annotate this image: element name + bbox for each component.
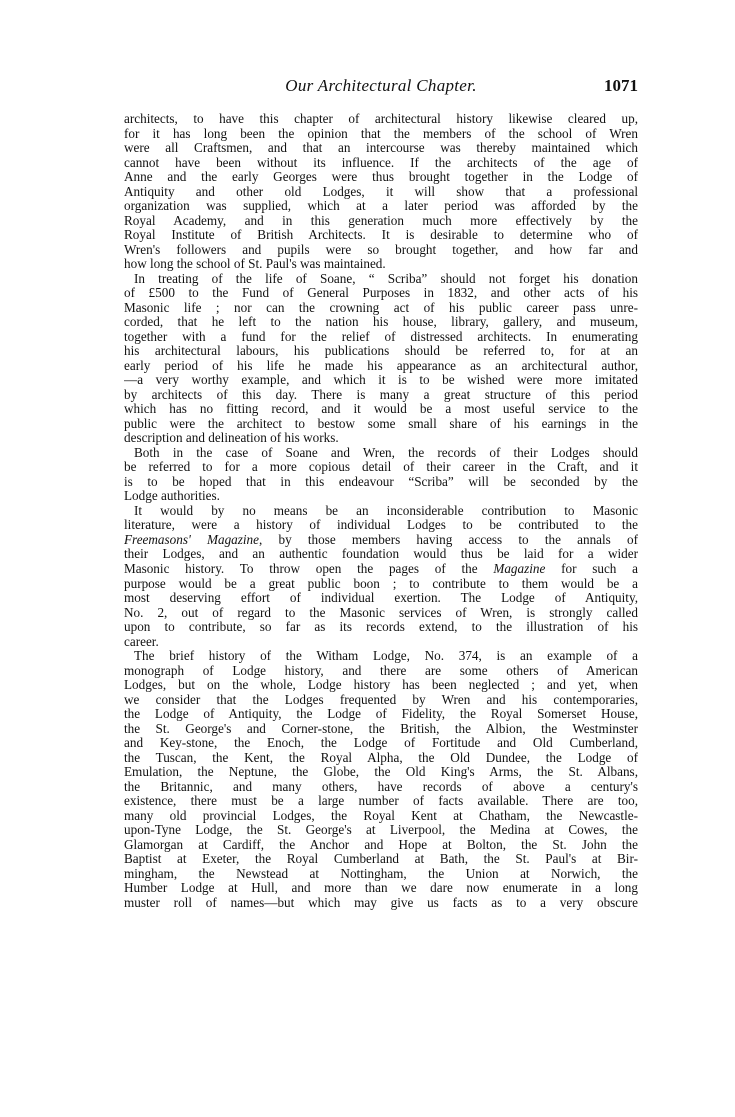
italic-title: Magazine bbox=[493, 561, 546, 576]
text-line: the St. George's and Corner-stone, the British, the Albion, the Westminster bbox=[124, 721, 638, 736]
text-line: for it has long been the opinion that the members of the school of Wren bbox=[124, 126, 638, 141]
text-line: together with a fund for the relief of distressed architects. In enumerating bbox=[124, 329, 638, 344]
text-line: organization was supplied, which at a later period was afforded by the bbox=[124, 199, 638, 214]
text-line: monograph of Lodge history, and there are some others of American bbox=[124, 663, 638, 678]
text-line: upon to contribute, so far as its records extend, to the illustration of his bbox=[124, 620, 638, 635]
text-line: many old provincial Lodges, the Royal Kent at Chatham, the Newcastle- bbox=[124, 808, 638, 823]
text-line: early period of his life he made his appearance as an architectural author, bbox=[124, 358, 638, 373]
text-line: Anne and the early Georges were thus brought together in the Lodge of bbox=[124, 170, 638, 185]
text-line: Lodge authorities. bbox=[124, 489, 220, 504]
text-line: Masonic history. To throw open the pages of the Magazine for such a bbox=[124, 561, 638, 576]
text-line: by architects of this day. There is many a great structure of this period bbox=[124, 387, 638, 402]
text-line: most deserving effort of individual exertion. The Lodge of Antiquity, bbox=[124, 591, 638, 606]
text-line: Masonic life ; nor can the crowning act of his public career pass unre- bbox=[124, 300, 638, 315]
running-title: Our Architectural Chapter. bbox=[285, 76, 477, 95]
text-line: Freemasons' Magazine, by those members having access to the annals of bbox=[124, 532, 638, 547]
text-line: Antiquity and other old Lodges, it will show that a professional bbox=[124, 184, 638, 199]
text-line: Glamorgan at Cardiff, the Anchor and Hope at Bolton, the St. John the bbox=[124, 837, 638, 852]
text-line: muster roll of names—but which may give us facts as to a very obscure bbox=[124, 895, 638, 910]
text-line: No. 2, out of regard to the Masonic services of Wren, is strongly called bbox=[124, 605, 638, 620]
text-line: and Key-stone, the Enoch, the Lodge of Fortitude and Old Cumberland, bbox=[124, 736, 638, 751]
text-line: literature, were a history of individual Lodges to be contributed to the bbox=[124, 518, 638, 533]
body-text bbox=[124, 112, 638, 910]
text-line: In treating of the life of Soane, “ Scriba” should not forget his donation bbox=[134, 271, 638, 286]
text-line: Both in the case of Soane and Wren, the records of their Lodges should bbox=[134, 445, 638, 460]
text-line: —a very worthy example, and which it is to be wished were more imitated bbox=[124, 373, 638, 388]
text-line: Emulation, the Neptune, the Globe, the Old King's Arms, the St. Albans, bbox=[124, 765, 638, 780]
text-line: be referred to for a more copious detail of their career in the Craft, and it bbox=[124, 460, 638, 475]
text-line: the Tuscan, the Kent, the Royal Alpha, the Old Dundee, the Lodge of bbox=[124, 750, 638, 765]
text-line: which has no fitting record, and it would be a most useful service to the bbox=[124, 402, 638, 417]
text-line: Royal Academy, and in this generation much more effectively by the bbox=[124, 213, 638, 228]
text-line: Baptist at Exeter, the Royal Cumberland at Bath, the St. Paul's at Bir- bbox=[124, 852, 638, 867]
text-line: Royal Institute of British Architects. It is desirable to determine who of bbox=[124, 228, 638, 243]
text-line: is to be hoped that in this endeavour “Scriba” will be seconded by the bbox=[124, 474, 638, 489]
text-line: Lodges, but on the whole, Lodge history has been neglected ; and yet, when bbox=[124, 678, 638, 693]
text-line: mingham, the Newstead at Nottingham, the Union at Norwich, the bbox=[124, 866, 638, 881]
text-line: description and delineation of his works. bbox=[124, 431, 339, 446]
text-line: we consider that the Lodges frequented by Wren and his contemporaries, bbox=[124, 692, 638, 707]
text-line: purpose would be a great public boon ; to contribute to them would be a bbox=[124, 576, 638, 591]
text-line: cannot have been without its influence. If the architects of the age of bbox=[124, 155, 638, 170]
text-line: his architectural labours, his publications should be referred to, for at an bbox=[124, 344, 638, 359]
text-line: were all Craftsmen, and that an intercourse was thereby maintained which bbox=[124, 141, 638, 156]
text-line: the Lodge of Antiquity, the Lodge of Fidelity, the Royal Somerset House, bbox=[124, 707, 638, 722]
text-line: of £500 to the Fund of General Purposes in 1832, and other acts of his bbox=[124, 286, 638, 301]
text-line: upon-Tyne Lodge, the St. George's at Liverpool, the Medina at Cowes, the bbox=[124, 823, 638, 838]
italic-title: Freemasons' Magazine bbox=[124, 532, 259, 547]
running-head bbox=[124, 76, 638, 104]
page-number: 1071 bbox=[604, 76, 638, 95]
text-line: architects, to have this chapter of architectural history likewise cleared up, bbox=[124, 112, 638, 126]
text-line: public were the architect to bestow some small share of his earnings in the bbox=[124, 416, 638, 431]
text-line: Humber Lodge at Hull, and more than we dare now enumerate in a long bbox=[124, 881, 638, 896]
text-line: how long the school of St. Paul's was maintained. bbox=[124, 257, 386, 272]
text-line: existence, there must be a large number of facts available. There are too, bbox=[124, 794, 638, 809]
text-line: corded, that he left to the nation his house, library, gallery, and museum, bbox=[124, 315, 638, 330]
text-line: career. bbox=[124, 634, 159, 649]
text-line: the Britannic, and many others, have records of above a century's bbox=[124, 779, 638, 794]
text-line: Wren's followers and pupils were so brought together, and how far and bbox=[124, 242, 638, 257]
text-line: The brief history of the Witham Lodge, No. 374, is an example of a bbox=[134, 649, 638, 664]
text-line: their Lodges, and an authentic foundation would thus be laid for a wider bbox=[124, 547, 638, 562]
text-line: It would by no means be an inconsiderable contribution to Masonic bbox=[134, 503, 638, 518]
